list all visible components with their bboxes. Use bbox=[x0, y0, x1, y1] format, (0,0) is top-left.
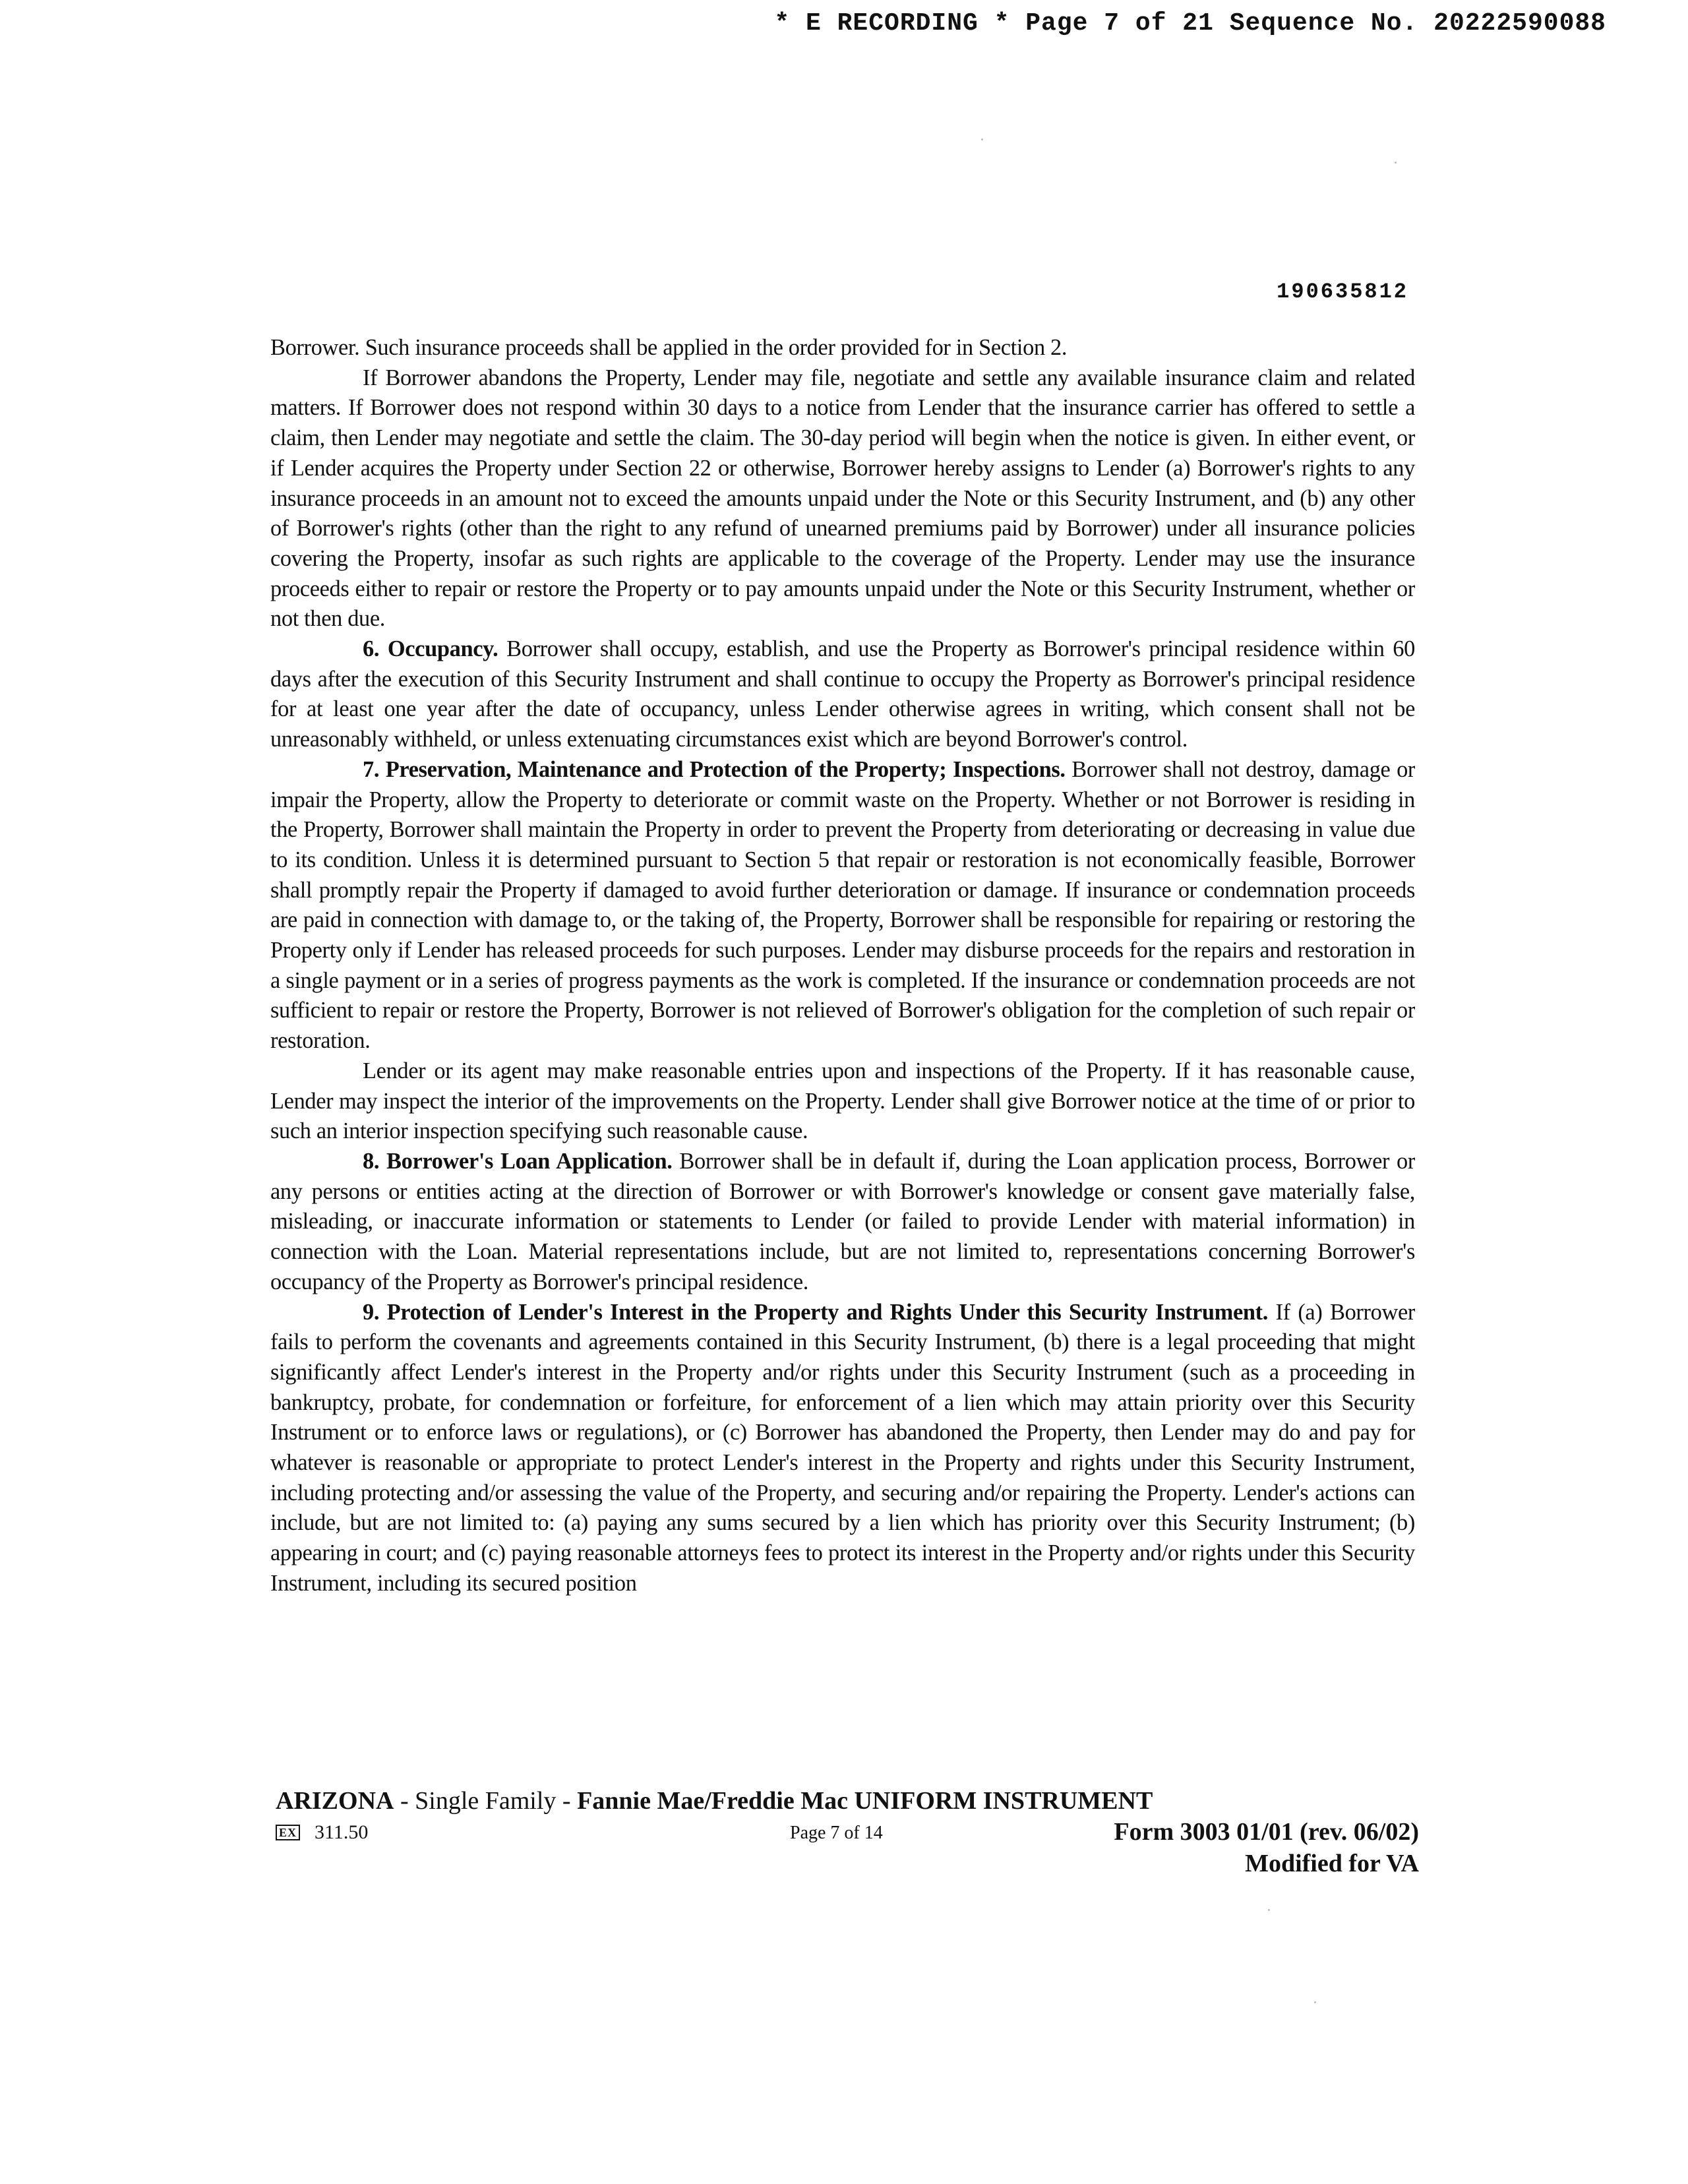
section-heading: 7. Preservation, Maintenance and Protection of the Property; Inspections. bbox=[363, 756, 1066, 782]
paragraph-occupancy: 6. Occupancy. Borrower shall occupy, establish, and use the Property as Borrower's principal residence within 60 days after the execution of this Security Instrument and shall continue to occupy the Property as Borrower's principal residence for at least one year after the date of occupancy, unless Lender otherwise agrees in writing, which consent shall not be unreasonably withheld, or unless extenuating circumstances exist which are beyond Borrower's control. bbox=[270, 636, 1415, 752]
footer-form: Form 3003 01/01 (rev. 06/02) Modified for VA bbox=[1114, 1818, 1419, 1877]
section-heading: 8. Borrower's Loan Application. bbox=[363, 1148, 673, 1174]
paragraph: Lender or its agent may make reasonable entries upon and inspections of the Property. If it has reasonable cause, Lender may inspect the interior of the improvements on the Property. Lender shall give Borrower notice at the time of or prior to such an interior inspection specifying such reasonable cause. bbox=[270, 1058, 1415, 1144]
paragraph: Borrower. Such insurance proceeds shall be applied in the order provided for in Section 2. bbox=[270, 335, 1068, 360]
loan-number: 190635812 bbox=[1277, 280, 1408, 304]
footer-code: EX 311.50 bbox=[276, 1821, 368, 1844]
paragraph-preservation: 7. Preservation, Maintenance and Protection of the Property; Inspections. Borrower shall not destroy, damage or impair the Property, allow the Property to deteriorate or commit waste on the Property. Whether or not Borrower is residing in the Property, Borrower shall maintain the Property in order to prevent the Property from deteriorating or decreasing in value due to its condition. Unless it is determined pursuant to Section 5 that repair or restoration is not economically feasible, Borrower shall promptly repair the Property if damaged to avoid further deterioration or damage. If insurance or condemnation proceeds are paid in connection with damage to, or the taking of, the Property, Borrower shall be responsible for repairing or restoring the Property only if Lender has released proceeds for such purposes. Lender may disburse proceeds for the repairs and restoration in a single payment or in a series of progress payments as the work is completed. If the insurance or condemnation proceeds are not sufficient to repair or restore the Property, Borrower is not relieved of Borrower's obligation for the completion of such repair or restoration. bbox=[270, 756, 1416, 1054]
section-heading: 9. Protection of Lender's Interest in the Property and Rights Under this Security Instrument. bbox=[363, 1299, 1268, 1325]
section-heading: 6. Occupancy. bbox=[363, 636, 498, 662]
scan-speck bbox=[981, 138, 983, 140]
paragraph-protection: 9. Protection of Lender's Interest in the Property and Rights Under this Security Instrument. If (a) Borrower fails to perform the covenants and agreements contained in this Security Instrument, (b) there is a legal proceeding that might significantly affect Lender's interest in the Property and/or rights under this Security Instrument (such as a proceeding in bankruptcy, probate, for condemnation or forfeiture, for enforcement of a lien which may attain priority over this Security Instrument or to enforce laws or regulations), or (c) Borrower has abandoned the Property, then Lender may do and pay for whatever is reasonable or appropriate to protect Lender's interest in the Property and rights under this Security Instrument, including protecting and/or assessing the value of the Property, and securing and/or repairing the Property. Lender's actions can include, but are not limited to: (a) paying any sums secured by a lien which has priority over this Security Instrument; (b) appearing in court; and (c) paying reasonable attorneys fees to protect its interest in the Property and/or rights under this Security Instrument, including its secured position bbox=[270, 1299, 1415, 1596]
footer-page-number: Page 7 of 14 bbox=[790, 1823, 883, 1843]
document-body bbox=[270, 333, 1415, 1599]
paragraph: If Borrower abandons the Property, Lender may file, negotiate and settle any available insurance claim and related matters. If Borrower does not respond within 30 days to a notice from Lender that the insurance carrier has offered to settle a claim, then Lender may negotiate and settle the claim. The 30-day period will begin when the notice is given. In either event, or if Lender acquires the Property under Section 22 or otherwise, Borrower hereby assigns to Lender (a) Borrower's rights to any insurance proceeds in an amount not to exceed the amounts unpaid under the Note or this Security Instrument, and (b) any other of Borrower's rights (other than the right to any refund of unearned premiums paid by Borrower) under all insurance policies covering the Property, insofar as such rights are applicable to the coverage of the Property. Lender may use the insurance proceeds either to repair or restore the Property or to pay amounts unpaid under the Note or this Security Instrument, whether or not then due. bbox=[270, 365, 1415, 632]
scan-speck bbox=[1314, 2001, 1316, 2003]
page-footer bbox=[276, 1786, 1419, 1877]
scan-speck bbox=[1268, 1909, 1270, 1911]
paragraph-loan-application: 8. Borrower's Loan Application. Borrower shall be in default if, during the Loan application process, Borrower or any persons or entities acting at the direction of Borrower or with Borrower's knowledge or consent gave materially false, misleading, or inaccurate information or statements to Lender (or failed to provide Lender with material information) in connection with the Loan. Material representations include, but are not limited to, representations concerning Borrower's occupancy of the Property as Borrower's principal residence. bbox=[270, 1148, 1415, 1294]
footer-title: ARIZONA - Single Family - Fannie Mae/Freddie Mac UNIFORM INSTRUMENT bbox=[276, 1787, 1153, 1815]
scan-speck bbox=[1395, 162, 1397, 164]
footer-row bbox=[276, 1816, 1419, 1877]
ex-mark-icon: EX bbox=[276, 1825, 300, 1840]
recording-stamp: * E RECORDING * Page 7 of 21 Sequence No. 20222590088 bbox=[774, 9, 1606, 38]
